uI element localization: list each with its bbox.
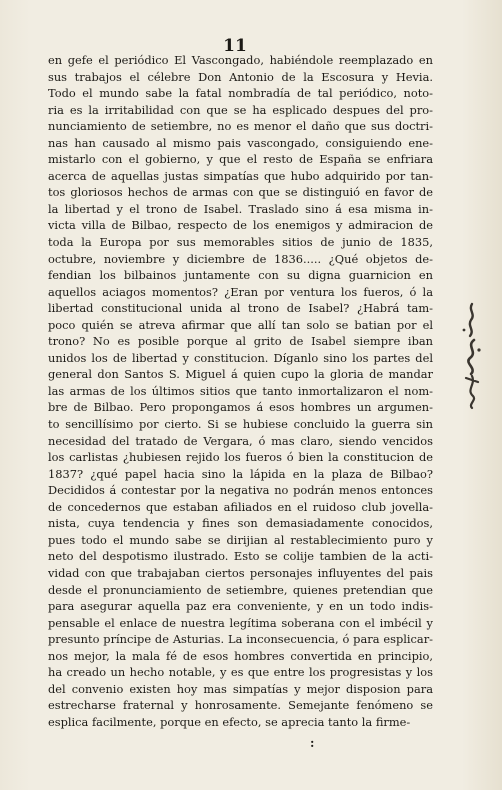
text-line: estrecharse fraternal y honrosamente. Semejante fenómeno se bbox=[48, 698, 433, 713]
text-line: octubre, noviembre y diciembre de 1836..... ¿Qué objetos de- bbox=[48, 251, 433, 266]
text-line: nas han causado al mismo pais vascongado, consiguiendo ene- bbox=[48, 135, 433, 150]
text-line: la libertad y el trono de Isabel. Traslado sino á esa misma in- bbox=[48, 201, 433, 216]
text-line: to sencillísimo por cierto. Si se hubiese concluido la guerra sin bbox=[48, 417, 433, 432]
text-line: presunto príncipe de Asturias. La inconsecuencia, ó para esplicar- bbox=[48, 632, 433, 647]
text-line: ha creado un hecho notable, y es que entre los progresistas y los bbox=[48, 665, 433, 680]
text-line: poco quién se atreva afirmar que allí tan solo se batian por el bbox=[48, 317, 433, 332]
text-line: general don Santos S. Miguel á quien cupo la gloria de mandar bbox=[48, 367, 433, 382]
text-line: vidad con que trabajaban ciertos personajes influyentes del pais bbox=[48, 565, 433, 580]
text-line: neto del despotismo ilustrado. Esto se colije tambien de la acti- bbox=[48, 549, 433, 564]
text-line: pensable el enlace de nuestra legítima soberana con el imbécil y bbox=[48, 615, 433, 630]
text-line: tos gloriosos hechos de armas con que se distinguió en favor de bbox=[48, 185, 433, 200]
text-line: para asegurar aquella paz era conveniente, y en un todo indis- bbox=[48, 599, 433, 614]
text-line: los carlistas ¿hubiesen rejido los fueros ó bien la constitucion de bbox=[48, 450, 433, 465]
text-line: de concedernos que estaban afiliados en el ruidoso club jovella- bbox=[48, 499, 433, 514]
text-line: toda la Europa por sus memorables sitios de junio de 1835, bbox=[48, 235, 433, 250]
text-line: Todo el mundo sabe la fatal nombradía de tal periódico, noto- bbox=[48, 86, 433, 101]
text-line: nos mejor, la mala fé de esos hombres convertida en principio, bbox=[48, 648, 433, 663]
text-line: sus trabajos el célebre Don Antonio de la Escosura y Hevia. bbox=[48, 69, 433, 84]
text-line: victa villa de Bilbao, respecto de los enemigos y admiracion de bbox=[48, 218, 433, 233]
text-line: las armas de los últimos sitios que tanto inmortalizaron el nom- bbox=[48, 383, 433, 398]
text-line: fendian los bilbainos juntamente con su digna guarnicion en bbox=[48, 268, 433, 283]
text-line: trono? No es posible porque al grito de Isabel siempre iban bbox=[48, 334, 433, 349]
text-line: en gefe el periódico El Vascongado, habiéndole reemplazado en bbox=[48, 53, 433, 67]
text-line: necesidad del tratado de Vergara, ó mas claro, siendo vencidos bbox=[48, 433, 433, 448]
text-line: Decididos á contestar por la negativa no podrán menos entonces bbox=[48, 483, 433, 498]
text-line: desde el pronunciamiento de setiembre, quienes pretendian que bbox=[48, 582, 433, 597]
text-line: aquellos aciagos momentos? ¿Eran por ventura los fueros, ó la bbox=[48, 284, 433, 299]
text-line: nunciamiento de setiembre, no es menor el daño que sus doctri- bbox=[48, 119, 433, 134]
text-line: ria es la irritabilidad con que se ha esplicado despues del pro- bbox=[48, 102, 433, 117]
text-line: libertad constitucional unida al trono de Isabel? ¿Habrá tam- bbox=[48, 301, 433, 316]
text-line: del convenio existen hoy mas simpatías y mejor disposion para bbox=[48, 681, 433, 696]
page-number: 11 bbox=[223, 36, 247, 56]
catchword: : bbox=[310, 736, 315, 750]
body-text bbox=[48, 52, 433, 730]
text-line: esplica facilmente, porque en efecto, se aprecia tanto la firme- bbox=[48, 714, 411, 729]
handwritten-margin-note-icon bbox=[452, 300, 492, 410]
text-line: nista, cuya tendencia y fines son demasiadamente conocidos, bbox=[48, 516, 433, 531]
text-line: bre de Bilbao. Pero propongamos á esos hombres un argumen- bbox=[48, 400, 433, 415]
text-line: pues todo el mundo sabe se dirijian al restablecimiento puro y bbox=[48, 532, 433, 547]
text-line: unidos los de libertad y constitucion. Díganlo sino los partes del bbox=[48, 350, 433, 365]
text-line: mistarlo con el gobierno, y que el resto de España se enfriara bbox=[48, 152, 433, 167]
text-line: acerca de aquellas justas simpatías que hubo adquirido por tan- bbox=[48, 168, 433, 183]
text-line: 1837? ¿qué papel hacia sino la lápida en la plaza de Bilbao? bbox=[48, 466, 433, 481]
